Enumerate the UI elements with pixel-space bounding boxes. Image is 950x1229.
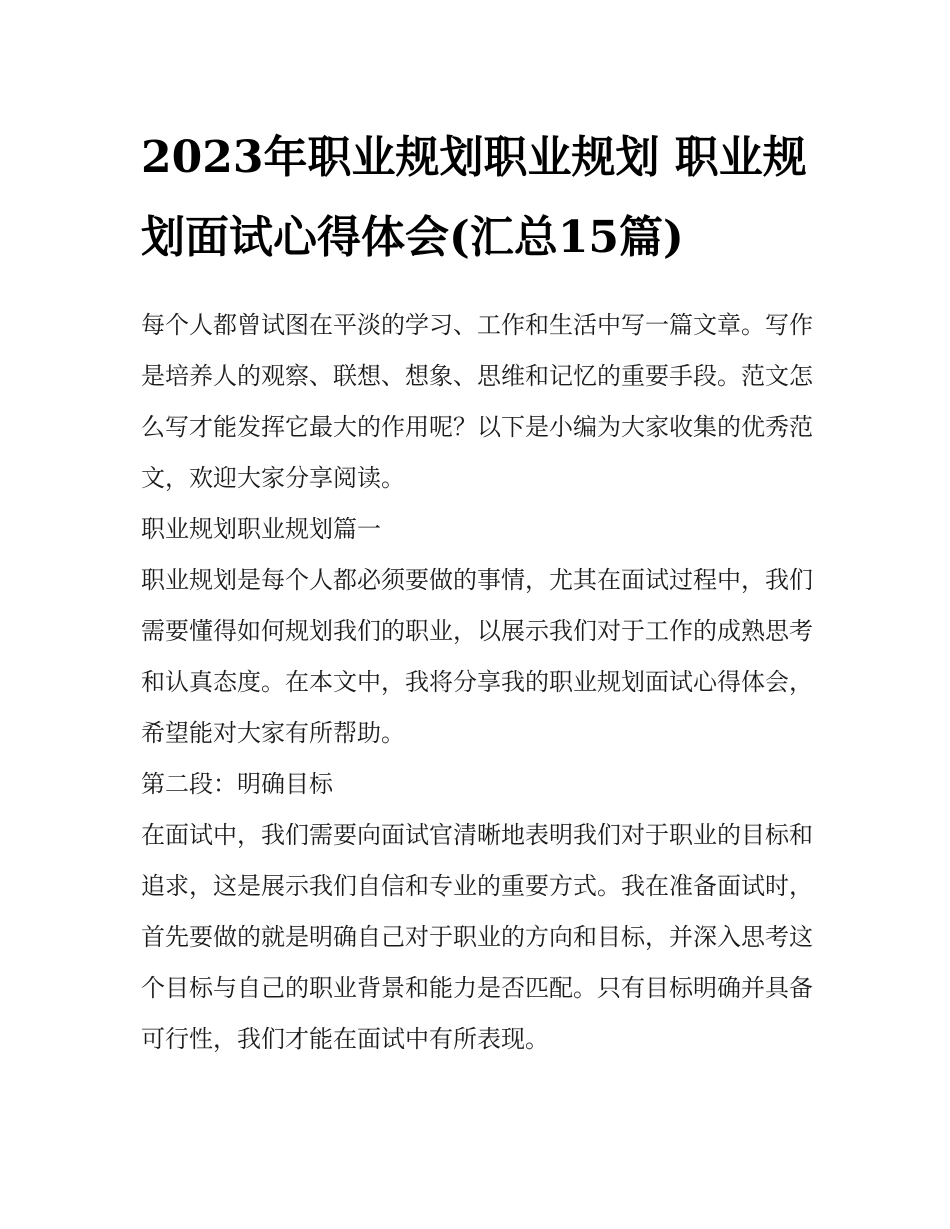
intro-paragraph: 每个人都曾试图在平淡的学习、工作和生活中写一篇文章。写作是培养人的观察、联想、想象、思维和记忆的重要手段。范文怎么写才能发挥它最大的作用呢？以下是小编为大家收集的优秀范文，欢迎大家分享阅读。 — [141, 311, 813, 492]
body-paragraph-2: 在面试中，我们需要向面试官清晰地表明我们对于职业的目标和追求，这是展示我们自信和专业的重要方式。我在准备面试时，首先要做的就是明确自己对于职业的方向和目标，并深入思考这个目标与自己的职业背景和能力是否匹配。只有目标明确并具备可行性，我们才能在面试中有所表现。 — [141, 821, 813, 1053]
body-paragraph-1: 职业规划是每个人都必须要做的事情，尤其在面试过程中，我们需要懂得如何规划我们的职业，以展示我们对于工作的成熟思考和认真态度。在本文中，我将分享我的职业规划面试心得体会，希望能对大家有所帮助。 — [141, 566, 813, 747]
subheading-2: 第二段：明确目标 — [141, 770, 333, 798]
document-title: 2023年职业规划职业规划 职业规划面试心得体会(汇总15篇) — [141, 132, 807, 263]
document-page — [141, 118, 813, 1065]
section-title: 职业规划职业规划篇一 — [141, 515, 381, 543]
